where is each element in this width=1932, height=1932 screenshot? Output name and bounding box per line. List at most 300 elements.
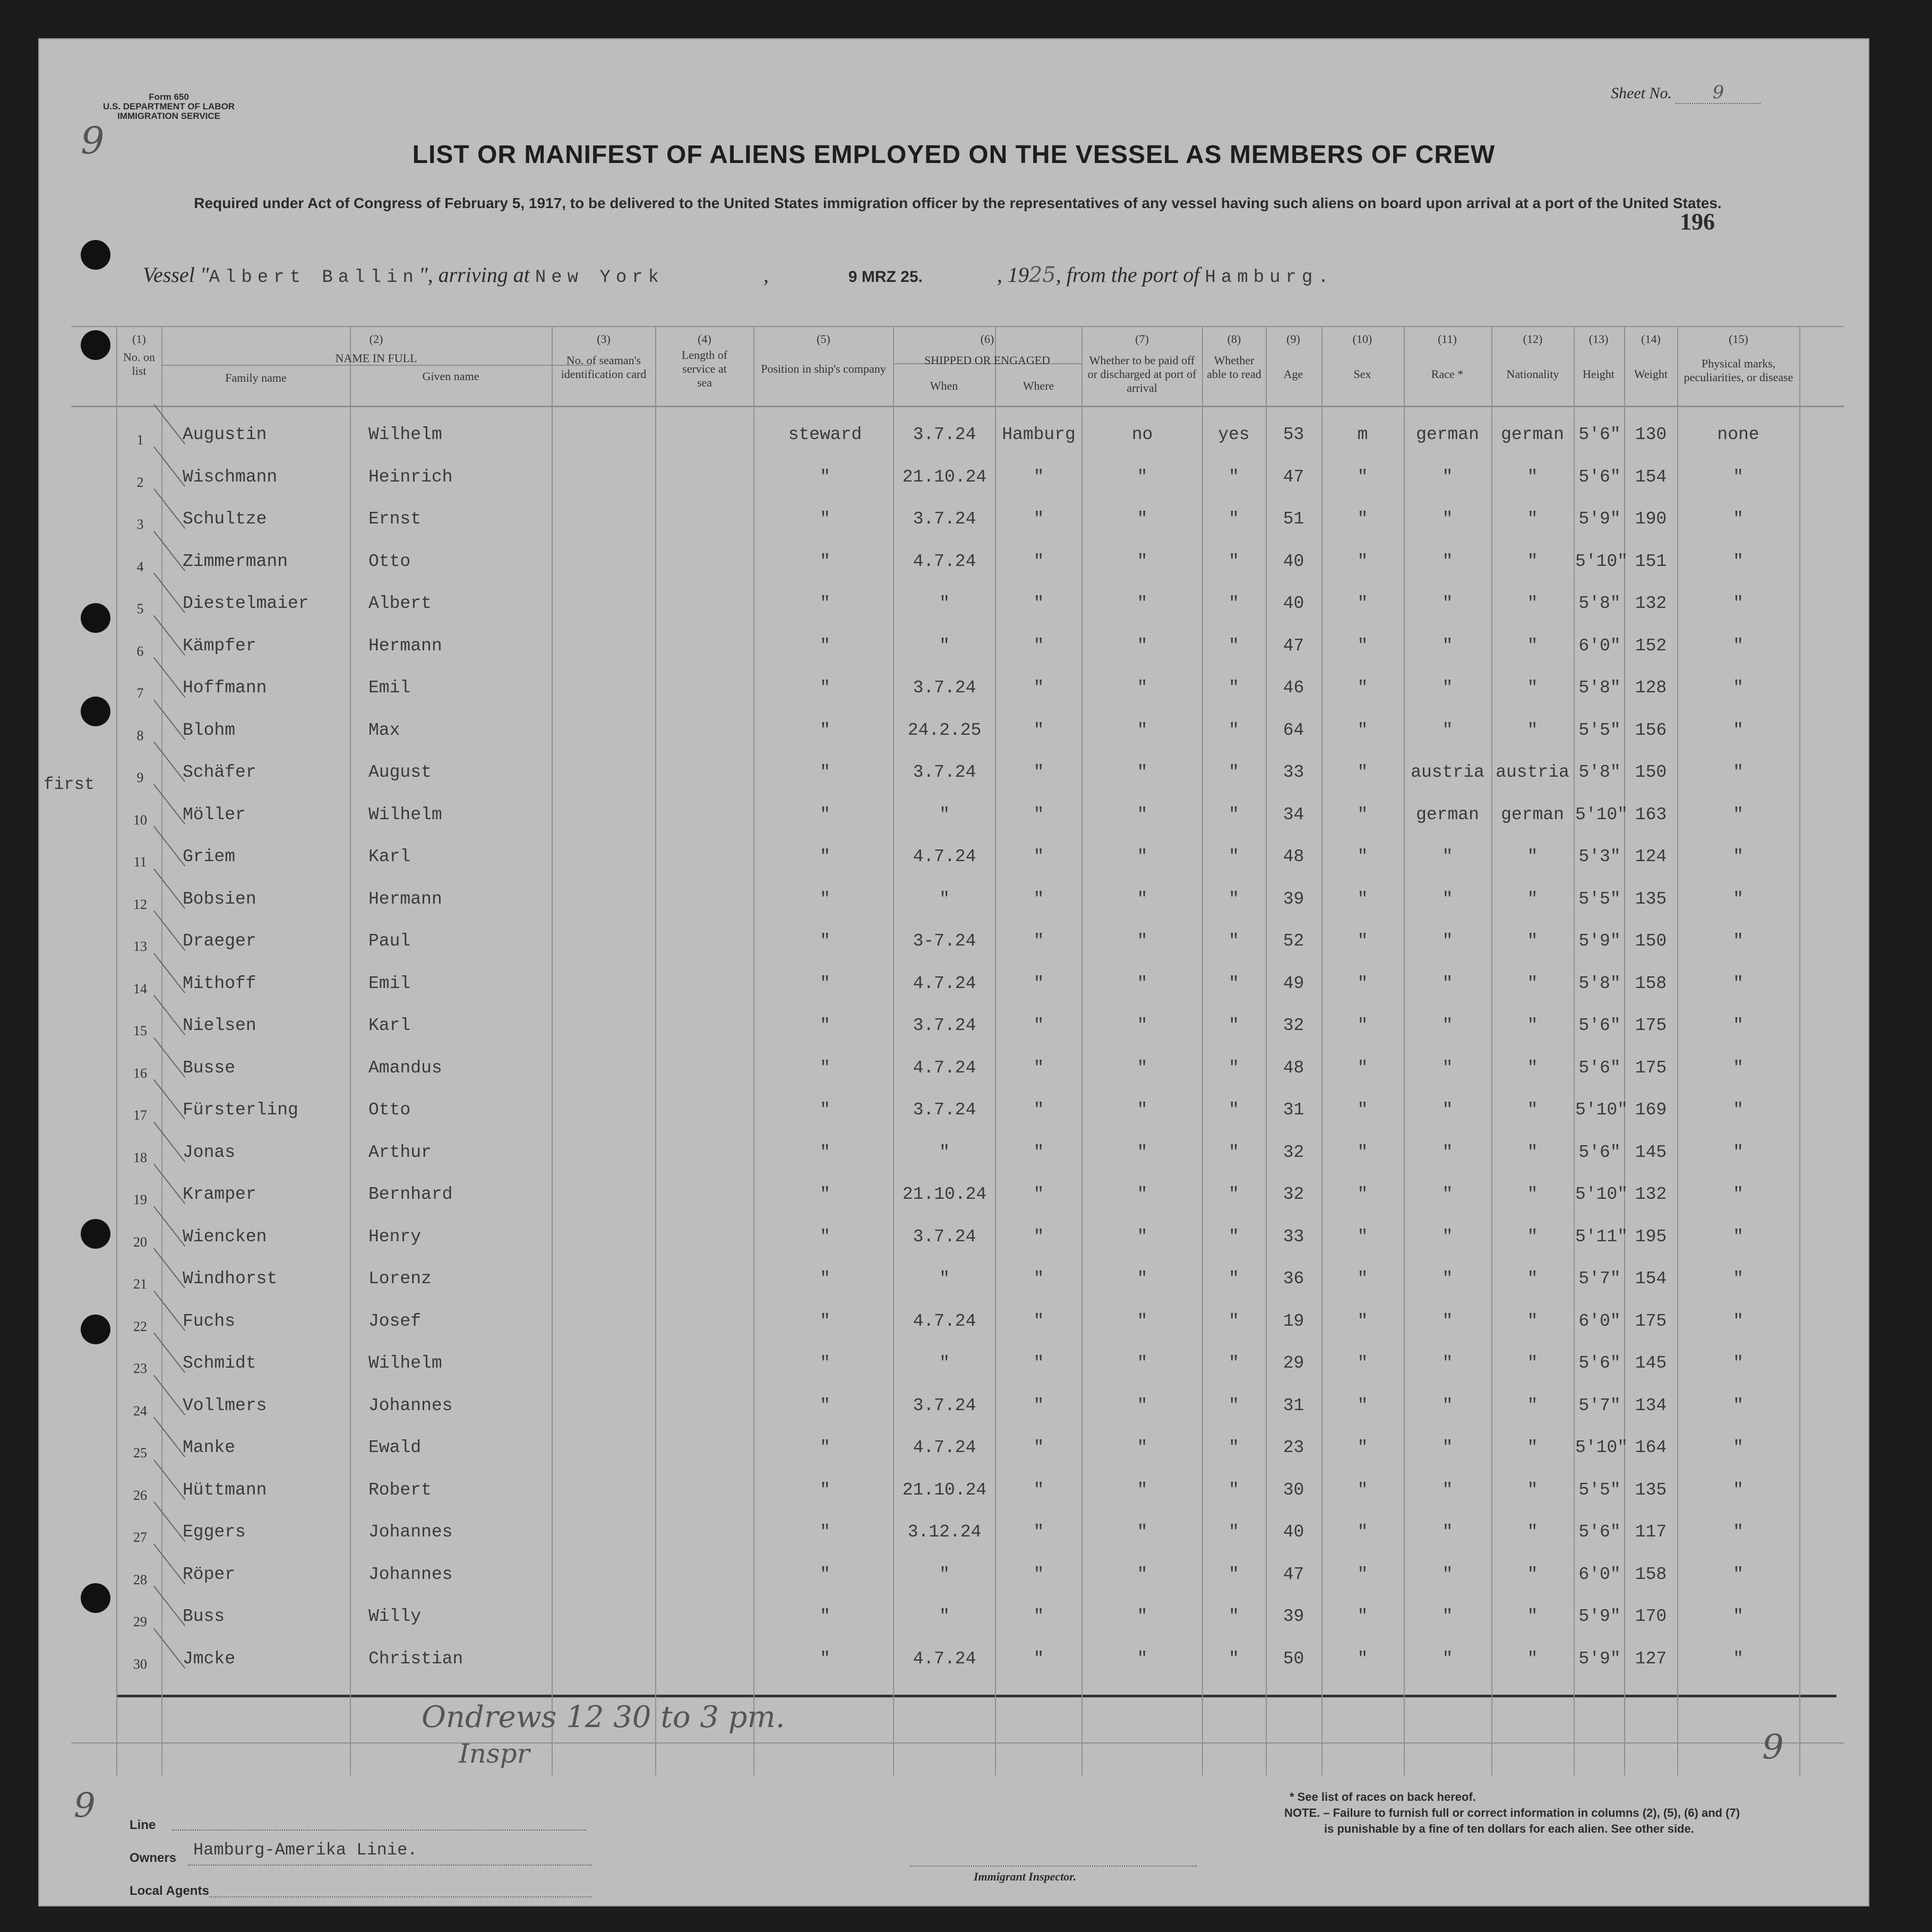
age-cell: 39	[1283, 1607, 1304, 1626]
shipped-when-cell: 4.7.24	[913, 1058, 976, 1078]
race-cell: german	[1416, 804, 1479, 825]
header-id-card: (3) No. of seaman's identification card	[561, 332, 647, 381]
row-number-cell: 8	[136, 727, 144, 743]
family-name-cell: Zimmermann	[183, 551, 288, 571]
sex-cell: "	[1357, 1353, 1368, 1373]
paid-off-cell: "	[1137, 509, 1148, 529]
table-row	[39, 1344, 1868, 1386]
position-cell: steward	[788, 425, 862, 444]
row-number-cell: 11	[133, 854, 147, 870]
table-row	[39, 922, 1868, 964]
row-number-cell: 17	[133, 1107, 147, 1123]
sex-cell: "	[1357, 551, 1368, 571]
sex-cell: "	[1357, 1016, 1368, 1035]
row-number-cell: 30	[133, 1656, 147, 1672]
sex-cell: "	[1357, 1607, 1368, 1626]
corner-mark: 9	[81, 119, 105, 162]
age-cell: 53	[1283, 425, 1304, 444]
physical-marks-cell: "	[1733, 551, 1744, 571]
age-cell: 31	[1283, 1395, 1304, 1415]
given-name-cell: Christian	[368, 1648, 463, 1669]
shipped-where-cell: "	[1033, 931, 1044, 951]
family-name-cell: Hüttmann	[183, 1480, 267, 1500]
paid-off-cell: "	[1137, 889, 1148, 909]
race-cell: "	[1442, 1480, 1453, 1500]
paid-off-cell: "	[1137, 1269, 1148, 1289]
nationality-cell: "	[1527, 1142, 1538, 1162]
shipped-when-cell: 4.7.24	[913, 847, 976, 866]
position-cell: "	[820, 509, 830, 529]
family-name-cell: Griem	[183, 847, 236, 866]
position-cell: "	[820, 636, 830, 656]
weight-cell: 124	[1635, 847, 1667, 866]
able-to-read-cell: "	[1229, 720, 1239, 740]
shipped-when-cell: "	[939, 1607, 950, 1626]
height-cell: 5'7"	[1578, 1269, 1621, 1289]
age-cell: 40	[1283, 594, 1304, 613]
physical-marks-cell: "	[1733, 762, 1744, 782]
given-name-cell: Bernhard	[368, 1184, 453, 1204]
physical-marks-cell: "	[1733, 1100, 1744, 1120]
race-cell: "	[1442, 973, 1453, 993]
vessel-line: Vessel "Albert Ballin", arriving at New York , 9 MRZ 25. , 1925, from the port of Hamburg.	[143, 263, 1334, 288]
table-row	[39, 1006, 1868, 1049]
age-cell: 32	[1283, 1142, 1304, 1162]
family-name-cell: Buss	[183, 1607, 225, 1626]
able-to-read-cell: "	[1229, 1522, 1239, 1542]
owners-label: Owners	[130, 1851, 177, 1865]
shipped-when-cell: 4.7.24	[913, 551, 976, 571]
list-number: 196	[1680, 209, 1715, 235]
sex-cell: "	[1357, 1522, 1368, 1542]
weight-cell: 164	[1635, 1438, 1667, 1457]
shipped-where-cell: "	[1033, 594, 1044, 613]
race-cell: "	[1442, 509, 1453, 529]
able-to-read-cell: "	[1229, 1438, 1239, 1457]
immigrant-inspector-label: Immigrant Inspector.	[974, 1870, 1077, 1883]
row-number-cell: 14	[133, 981, 147, 997]
paid-off-cell: "	[1137, 678, 1148, 698]
family-name-cell: Draeger	[183, 931, 256, 951]
weight-cell: 163	[1635, 804, 1667, 825]
family-name-cell: Diestelmaier	[183, 594, 309, 613]
nationality-cell: "	[1527, 1184, 1538, 1204]
height-cell: 5'6"	[1578, 425, 1621, 444]
paid-off-cell: "	[1137, 1184, 1148, 1204]
sex-cell: "	[1357, 1438, 1368, 1457]
line-label: Line	[130, 1818, 156, 1833]
manifest-sheet	[38, 38, 1869, 1907]
weight-cell: 128	[1635, 678, 1667, 698]
weight-cell: 135	[1635, 1480, 1667, 1500]
able-to-read-cell: "	[1229, 1353, 1239, 1373]
height-cell: 5'8"	[1578, 973, 1621, 993]
weight-cell: 170	[1635, 1607, 1667, 1626]
header-given-name: Given name	[422, 370, 479, 383]
position-cell: "	[820, 1269, 830, 1289]
header-height: (13) Height	[1583, 332, 1615, 381]
physical-marks-cell: "	[1733, 509, 1744, 529]
row-number-cell: 5	[136, 601, 144, 616]
given-name-cell: Hermann	[368, 889, 442, 909]
physical-marks-cell: "	[1733, 889, 1744, 909]
race-cell: "	[1442, 1311, 1453, 1331]
sex-cell: "	[1357, 931, 1368, 951]
nationality-cell: "	[1527, 1395, 1538, 1415]
weight-cell: 152	[1635, 636, 1667, 656]
race-cell: "	[1442, 1184, 1453, 1204]
header-nationality: (12) Nationality	[1506, 332, 1559, 381]
physical-marks-cell: "	[1733, 1395, 1744, 1415]
height-cell: 5'8"	[1578, 594, 1621, 613]
given-name-cell: Paul	[368, 931, 411, 951]
row-number-cell: 22	[133, 1318, 147, 1334]
shipped-when-cell: "	[939, 594, 950, 613]
shipped-where-cell: "	[1033, 1269, 1044, 1289]
table-row	[39, 880, 1868, 922]
paid-off-cell: no	[1131, 425, 1153, 444]
punch-hole	[81, 330, 110, 360]
shipped-when-cell: 21.10.24	[902, 467, 987, 487]
arriving-port: New York	[535, 268, 665, 288]
shipped-where-cell: "	[1033, 804, 1044, 825]
paid-off-cell: "	[1137, 720, 1148, 740]
given-name-cell: Henry	[368, 1226, 422, 1247]
race-cell: "	[1442, 1522, 1453, 1542]
height-cell: 5'9"	[1578, 931, 1621, 951]
position-cell: "	[820, 1016, 830, 1035]
header-family-name: Family name	[225, 371, 287, 384]
shipped-where-cell: "	[1033, 1607, 1044, 1626]
nationality-cell: german	[1501, 425, 1564, 444]
sex-cell: "	[1357, 1184, 1368, 1204]
given-name-cell: Albert	[368, 594, 432, 613]
height-cell: 5'10"	[1575, 804, 1628, 825]
row-number-cell: 10	[133, 812, 147, 828]
able-to-read-cell: "	[1229, 636, 1239, 656]
race-cell: "	[1442, 1100, 1453, 1120]
able-to-read-cell: "	[1229, 1564, 1239, 1584]
race-cell: "	[1442, 1142, 1453, 1162]
given-name-cell: Wilhelm	[368, 1353, 442, 1373]
shipped-when-cell: 3.7.24	[913, 762, 976, 782]
paid-off-cell: "	[1137, 594, 1148, 613]
table-row	[39, 837, 1868, 880]
header-where: Where	[1023, 379, 1054, 392]
paid-off-cell: "	[1137, 1226, 1148, 1247]
table-row	[39, 1428, 1868, 1471]
age-cell: 23	[1283, 1438, 1304, 1457]
height-cell: 6'0"	[1578, 1564, 1621, 1584]
date-stamp: 9 MRZ 25.	[848, 268, 923, 286]
shipped-when-cell: 3.7.24	[913, 1016, 976, 1035]
age-cell: 46	[1283, 678, 1304, 698]
weight-cell: 195	[1635, 1226, 1667, 1247]
age-cell: 52	[1283, 931, 1304, 951]
height-cell: 6'0"	[1578, 636, 1621, 656]
weight-cell: 175	[1635, 1016, 1667, 1035]
paid-off-cell: "	[1137, 1100, 1148, 1120]
physical-marks-cell: none	[1717, 425, 1759, 444]
left-mark: 9	[74, 1786, 96, 1825]
age-cell: 33	[1283, 762, 1304, 782]
shipped-when-cell: 4.7.24	[913, 1648, 976, 1669]
nationality-cell: "	[1527, 551, 1538, 571]
paid-off-cell: "	[1137, 1564, 1148, 1584]
physical-marks-cell: "	[1733, 1269, 1744, 1289]
height-cell: 5'6"	[1578, 1142, 1621, 1162]
physical-marks-cell: "	[1733, 720, 1744, 740]
paid-off-cell: "	[1137, 804, 1148, 825]
able-to-read-cell: "	[1229, 1311, 1239, 1331]
paid-off-cell: "	[1137, 1395, 1148, 1415]
able-to-read-cell: "	[1229, 1269, 1239, 1289]
position-cell: "	[820, 551, 830, 571]
position-cell: "	[820, 1438, 830, 1457]
right-mark: 9	[1762, 1728, 1784, 1767]
row-number-cell: 13	[133, 939, 147, 954]
given-name-cell: Heinrich	[368, 467, 453, 487]
header-no-on-list: (1) No. on list	[123, 332, 155, 377]
table-row	[39, 1049, 1868, 1091]
age-cell: 32	[1283, 1016, 1304, 1035]
able-to-read-cell: "	[1229, 594, 1239, 613]
race-cell: "	[1442, 1564, 1453, 1584]
shipped-where-cell: "	[1033, 1395, 1044, 1415]
physical-marks-cell: "	[1733, 1226, 1744, 1247]
race-cell: "	[1442, 551, 1453, 571]
able-to-read-cell: "	[1229, 889, 1239, 909]
position-cell: "	[820, 1522, 830, 1542]
height-cell: 5'8"	[1578, 762, 1621, 782]
shipped-when-cell: 4.7.24	[913, 973, 976, 993]
given-name-cell: Ewald	[368, 1438, 422, 1457]
weight-cell: 190	[1635, 509, 1667, 529]
header-able-to-read: (8) Whether able to read	[1207, 332, 1261, 381]
shipped-when-cell: 3.7.24	[913, 678, 976, 698]
table-row	[39, 1471, 1868, 1513]
family-name-cell: Schäfer	[183, 762, 256, 782]
sex-cell: "	[1357, 762, 1368, 782]
given-name-cell: Karl	[368, 847, 411, 866]
paid-off-cell: "	[1137, 1607, 1148, 1626]
shipped-when-cell: "	[939, 1564, 950, 1584]
header-position: (5) Position in ship's company	[761, 332, 886, 375]
weight-cell: 127	[1635, 1648, 1667, 1669]
physical-marks-cell: "	[1733, 1480, 1744, 1500]
shipped-where-cell: "	[1033, 1564, 1044, 1584]
given-name-cell: Wilhelm	[368, 804, 442, 825]
table-row	[39, 1639, 1868, 1682]
shipped-where-cell: "	[1033, 1016, 1044, 1035]
able-to-read-cell: "	[1229, 678, 1239, 698]
shipped-when-cell: 3.7.24	[913, 1395, 976, 1415]
position-cell: "	[820, 762, 830, 782]
given-name-cell: Ernst	[368, 509, 422, 529]
shipped-where-cell: "	[1033, 1648, 1044, 1669]
paid-off-cell: "	[1137, 636, 1148, 656]
height-cell: 5'9"	[1578, 1607, 1621, 1626]
table-row	[39, 584, 1868, 626]
nationality-cell: german	[1501, 804, 1564, 825]
nationality-cell: "	[1527, 594, 1538, 613]
given-name-cell: Emil	[368, 678, 411, 698]
nationality-cell: "	[1527, 1564, 1538, 1584]
able-to-read-cell: "	[1229, 509, 1239, 529]
shipped-when-cell: "	[939, 636, 950, 656]
row-number-cell: 18	[133, 1149, 147, 1165]
row-number-cell: 9	[136, 770, 144, 785]
weight-cell: 145	[1635, 1142, 1667, 1162]
header-paid-off: (7) Whether to be paid off or discharged at port of arrival	[1087, 332, 1197, 394]
height-cell: 5'10"	[1575, 1184, 1628, 1204]
paid-off-cell: "	[1137, 1648, 1148, 1669]
age-cell: 34	[1283, 804, 1304, 825]
page-title: LIST OR MANIFEST OF ALIENS EMPLOYED ON THE VESSEL AS MEMBERS OF CREW	[412, 141, 1496, 169]
row-number-cell: 23	[133, 1361, 147, 1376]
shipped-when-cell: 3.7.24	[913, 425, 976, 444]
family-name-cell: Manke	[183, 1438, 236, 1457]
given-name-cell: Johannes	[368, 1395, 453, 1415]
age-cell: 64	[1283, 720, 1304, 740]
weight-cell: 150	[1635, 931, 1667, 951]
weight-cell: 151	[1635, 551, 1667, 571]
age-cell: 48	[1283, 847, 1304, 866]
nationality-cell: "	[1527, 1016, 1538, 1035]
given-name-cell: Lorenz	[368, 1269, 432, 1289]
physical-marks-cell: "	[1733, 678, 1744, 698]
form-number: Form 650 U.S. DEPARTMENT OF LABOR IMMIGRATION SERVICE	[103, 92, 235, 121]
nationality-cell: "	[1527, 1226, 1538, 1247]
height-cell: 5'10"	[1575, 1100, 1628, 1120]
weight-cell: 156	[1635, 720, 1667, 740]
physical-marks-cell: "	[1733, 931, 1744, 951]
physical-marks-cell: "	[1733, 1311, 1744, 1331]
weight-cell: 154	[1635, 1269, 1667, 1289]
shipped-where-cell: "	[1033, 1142, 1044, 1162]
table-row	[39, 711, 1868, 753]
shipped-where-cell: "	[1033, 1480, 1044, 1500]
sex-cell: "	[1357, 889, 1368, 909]
nationality-cell: "	[1527, 467, 1538, 487]
height-cell: 5'9"	[1578, 509, 1621, 529]
age-cell: 39	[1283, 889, 1304, 909]
paid-off-cell: "	[1137, 973, 1148, 993]
age-cell: 19	[1283, 1311, 1304, 1331]
nationality-cell: "	[1527, 1480, 1538, 1500]
shipped-when-cell: 21.10.24	[902, 1480, 987, 1500]
family-name-cell: Nielsen	[183, 1016, 256, 1035]
given-name-cell: Hermann	[368, 636, 442, 656]
sex-cell: "	[1357, 1100, 1368, 1120]
nationality-cell: "	[1527, 1100, 1538, 1120]
race-cell: "	[1442, 889, 1453, 909]
shipped-where-cell: "	[1033, 1522, 1044, 1542]
weight-cell: 130	[1635, 425, 1667, 444]
physical-marks-cell: "	[1733, 1438, 1744, 1457]
given-name-cell: Robert	[368, 1480, 432, 1500]
given-name-cell: Johannes	[368, 1564, 453, 1584]
departure-port: Hamburg.	[1205, 268, 1334, 288]
able-to-read-cell: "	[1229, 1607, 1239, 1626]
sex-cell: "	[1357, 804, 1368, 825]
family-name-cell: Vollmers	[183, 1395, 267, 1415]
position-cell: "	[820, 931, 830, 951]
shipped-where-cell: "	[1033, 1353, 1044, 1373]
height-cell: 5'6"	[1578, 1016, 1621, 1035]
family-name-cell: Schmidt	[183, 1353, 256, 1373]
physical-marks-cell: "	[1733, 467, 1744, 487]
able-to-read-cell: "	[1229, 931, 1239, 951]
race-cell: "	[1442, 1016, 1453, 1035]
physical-marks-cell: "	[1733, 1607, 1744, 1626]
vessel-name: Albert Ballin	[209, 268, 419, 288]
physical-marks-cell: "	[1733, 636, 1744, 656]
position-cell: "	[820, 1648, 830, 1669]
row-number-cell: 3	[136, 517, 144, 532]
given-name-cell: Arthur	[368, 1142, 432, 1162]
sex-cell: "	[1357, 973, 1368, 993]
table-row	[39, 795, 1868, 838]
sex-cell: "	[1357, 636, 1368, 656]
able-to-read-cell: "	[1229, 551, 1239, 571]
family-name-cell: Möller	[183, 804, 246, 825]
margin-note: first	[44, 775, 95, 794]
age-cell: 32	[1283, 1184, 1304, 1204]
family-name-cell: Kramper	[183, 1184, 256, 1204]
shipped-where-cell: "	[1033, 509, 1044, 529]
weight-cell: 132	[1635, 594, 1667, 613]
height-cell: 5'7"	[1578, 1395, 1621, 1415]
able-to-read-cell: "	[1229, 1226, 1239, 1247]
race-cell: "	[1442, 1395, 1453, 1415]
age-cell: 40	[1283, 1522, 1304, 1542]
family-name-cell: Fürsterling	[183, 1100, 298, 1120]
shipped-when-cell: 4.7.24	[913, 1438, 976, 1457]
physical-marks-cell: "	[1733, 1142, 1744, 1162]
nationality-cell: "	[1527, 889, 1538, 909]
row-number-cell: 20	[133, 1234, 147, 1250]
height-cell: 5'9"	[1578, 1648, 1621, 1669]
physical-marks-cell: "	[1733, 1058, 1744, 1078]
position-cell: "	[820, 1607, 830, 1626]
nationality-cell: austria	[1496, 762, 1569, 782]
sex-cell: "	[1357, 1480, 1368, 1500]
family-name-cell: Röper	[183, 1564, 236, 1584]
row-number-cell: 26	[133, 1487, 147, 1503]
height-cell: 5'6"	[1578, 1353, 1621, 1373]
weight-cell: 117	[1635, 1522, 1667, 1542]
position-cell: "	[820, 1058, 830, 1078]
able-to-read-cell: "	[1229, 847, 1239, 866]
nationality-cell: "	[1527, 678, 1538, 698]
nationality-cell: "	[1527, 1522, 1538, 1542]
table-row	[39, 1175, 1868, 1217]
shipped-where-cell: "	[1033, 551, 1044, 571]
family-name-cell: Kämpfer	[183, 636, 256, 656]
paid-off-cell: "	[1137, 1142, 1148, 1162]
physical-marks-cell: "	[1733, 1184, 1744, 1204]
weight-cell: 154	[1635, 467, 1667, 487]
height-cell: 5'6"	[1578, 1522, 1621, 1542]
race-cell: austria	[1411, 762, 1484, 782]
physical-marks-cell: "	[1733, 1353, 1744, 1373]
table-row	[39, 668, 1868, 711]
given-name-cell: Max	[368, 720, 400, 740]
nationality-cell: "	[1527, 1269, 1538, 1289]
nationality-cell: "	[1527, 973, 1538, 993]
race-cell: "	[1442, 1607, 1453, 1626]
